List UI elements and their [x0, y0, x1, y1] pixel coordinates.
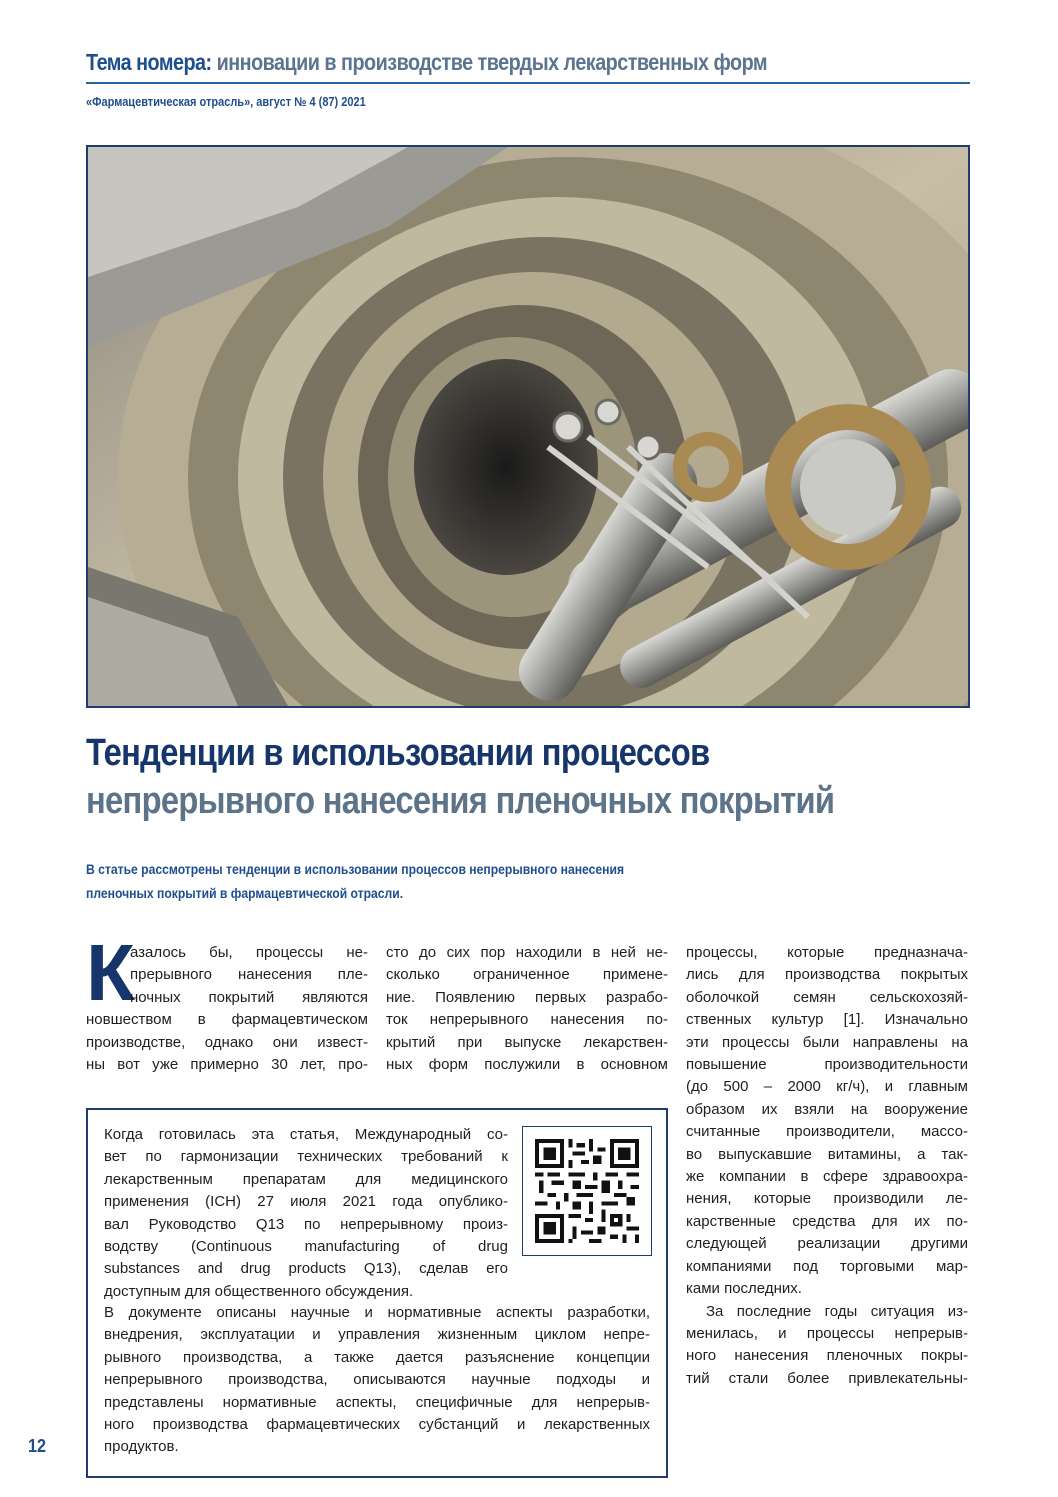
sidebar-line: продуктов. [104, 1438, 179, 1456]
sidebar-line: В документе описаны научные и нормативные аспекты разработки, [104, 1304, 650, 1321]
sidebar-line: вал Руководство Q13 по непрерывному произ- [104, 1215, 508, 1233]
qr-code[interactable] [522, 1126, 652, 1256]
body-line: компаниями под торговыми мар- [686, 1257, 968, 1275]
body-line: нения, которые производили ле- [686, 1190, 968, 1208]
body-line: образом их взяли на вооружение [686, 1100, 968, 1118]
sidebar-line: вет по гармонизации технических требований к [104, 1148, 508, 1166]
body-line: ного нанесения пленочных покры- [686, 1347, 968, 1365]
body-line: производстве, однако они извест- [86, 1033, 368, 1051]
body-line: менилась, и процессы непрерыв- [686, 1324, 968, 1342]
body-line: азалось бы, процессы не- [130, 944, 368, 961]
body-line: тий стали более привлекательны- [686, 1369, 968, 1387]
body-line: ками последних. [686, 1280, 802, 1298]
section-header-topic: инновации в производстве твердых лекарственных форм [216, 49, 767, 75]
article-title-line1: Тенденции в использовании процессов [86, 732, 710, 774]
body-line: процессы, которые предназнача- [686, 944, 968, 961]
sidebar-line: представлены нормативные аспекты, специфичные для непрерыв- [104, 1393, 650, 1411]
body-line: сто до сих пор находили в ней не- [386, 944, 668, 961]
body-column-2 [386, 942, 668, 1076]
sidebar-line: применения (ICH) 27 июля 2021 года опублико- [104, 1193, 508, 1211]
body-column-3 [686, 942, 968, 1390]
body-line: лись для производства покрытых [686, 966, 968, 984]
body-line: считанные производители, массо- [686, 1123, 968, 1141]
body-line: же компании в сфере здравоохра- [686, 1168, 968, 1186]
sidebar-line: непрерывного производства, описываются научные подходы и [104, 1371, 650, 1389]
section-header-lead: Тема номера: [86, 49, 212, 75]
sidebar-line: ного производства фармацевтических субстанций и лекарственных [104, 1416, 650, 1434]
body-line: (до 500 – 2000 кг/ч), и главным [686, 1078, 968, 1096]
lede-line: пленочных покрытий в фармацевтической отрасли. [86, 886, 404, 901]
body-line: новшеством в фармацевтическом [86, 1011, 368, 1029]
qr-code-icon [535, 1139, 639, 1243]
sidebar-line: доступным для общественного обсуждения. [104, 1282, 414, 1300]
body-line: За последние годы ситуация из- [706, 1302, 968, 1320]
body-line: крытий при выпуске лекарствен- [386, 1033, 668, 1051]
sidebar-line: substances and drug products Q13), сделав его [104, 1260, 508, 1278]
body-line: эти процессы были направлены на [686, 1033, 968, 1051]
body-line: карственные средства для их по- [686, 1212, 968, 1230]
body-line: следующей реализации другими [686, 1235, 968, 1253]
sidebar-line: Когда готовилась эта статья, Международный со- [104, 1126, 508, 1143]
sidebar-line: рывного производства, а также дается разъяснение концепции [104, 1348, 650, 1366]
page-number: 12 [28, 1436, 47, 1456]
ich-q13-sidebar-box [86, 1108, 668, 1478]
article-lede [86, 858, 680, 906]
sidebar-paragraph-1 [104, 1124, 508, 1303]
body-line: ны вот уже примерно 30 лет, про- [86, 1056, 368, 1074]
body-line: ночных покрытий являются [130, 988, 368, 1006]
dropcap-letter: К [86, 928, 135, 1017]
sidebar-line: лекарственным препаратам для медицинского [104, 1170, 508, 1188]
body-line: во выпускавшие витамины, а так- [686, 1145, 968, 1163]
header-divider [86, 82, 970, 84]
sidebar-paragraph-2 [104, 1302, 650, 1459]
body-line: ток непрерывного нанесения по- [386, 1011, 668, 1029]
section-header [86, 49, 767, 76]
journal-issue-line: «Фармацевтическая отрасль», август № 4 (87) 2021 [86, 95, 366, 109]
body-line: ственных культур [1]. Изначально [686, 1011, 968, 1029]
article-title-line2: непрерывного нанесения пленочных покрытий [86, 780, 835, 822]
body-line: ных форм послужили в основном [386, 1056, 668, 1074]
body-column-1 [86, 928, 368, 1076]
body-line: сколько ограниченное примене- [386, 966, 668, 984]
sidebar-line: водству (Continuous manufacturing of drug [104, 1238, 508, 1256]
sidebar-line: внедрения, эксплуатации и управления жизненным циклом непре- [104, 1326, 650, 1344]
coating-drum-illustration [88, 147, 968, 706]
body-line: прерывного нанесения пле- [130, 966, 368, 984]
body-line: ние. Появлению первых разрабо- [386, 988, 668, 1006]
body-line: оболочкой семян сельскохозяй- [686, 988, 968, 1006]
lede-line: В статье рассмотрены тенденции в использовании процессов непрерывного нанесения [86, 862, 625, 877]
body-line: повышение производительности [686, 1056, 968, 1074]
article-photo-coating-drum [86, 145, 970, 708]
